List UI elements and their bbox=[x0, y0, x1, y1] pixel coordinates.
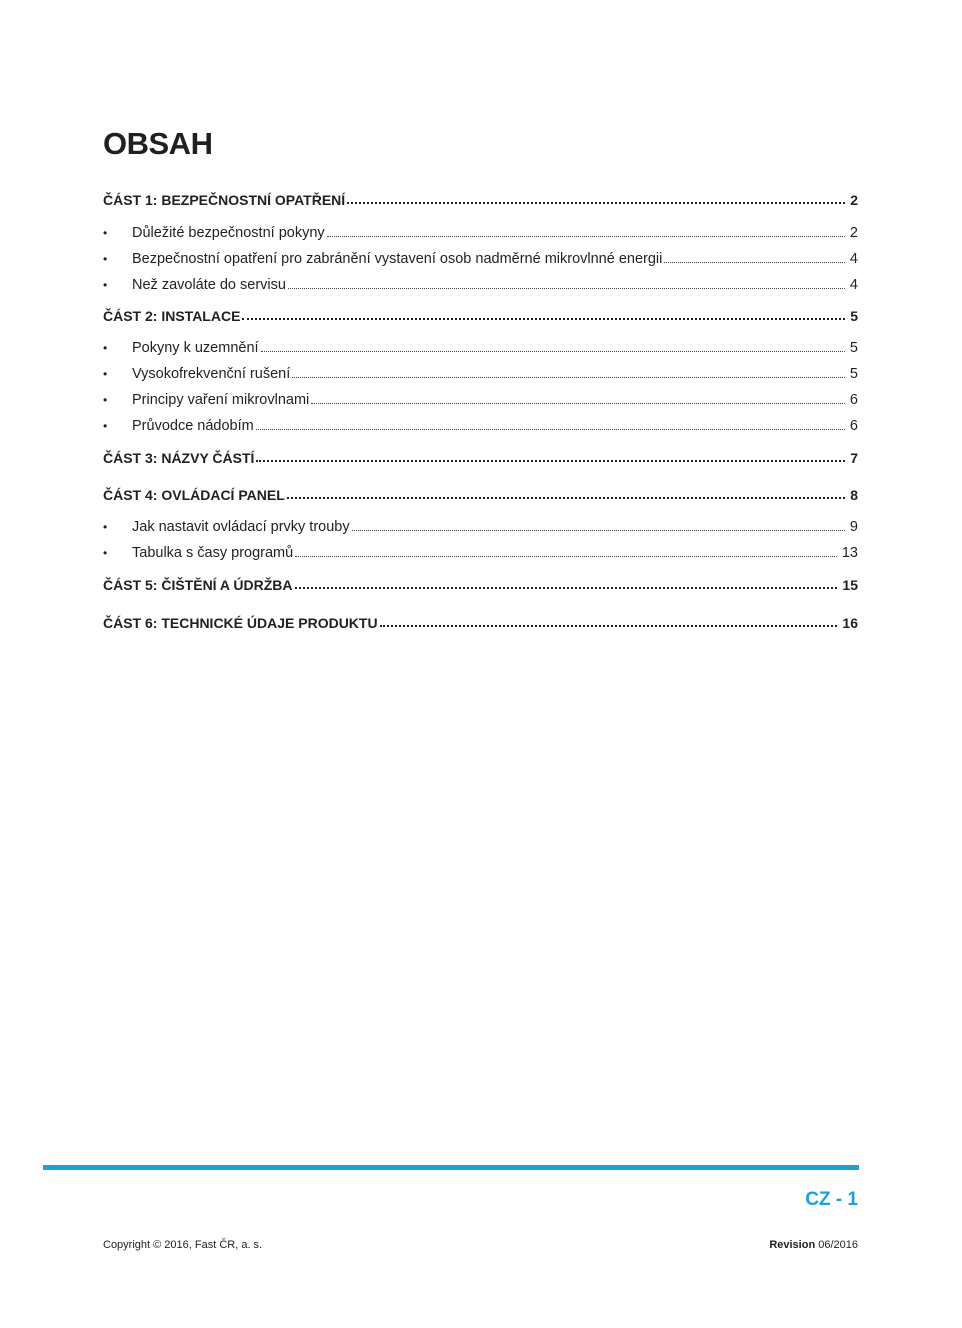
bullet-icon: • bbox=[103, 226, 108, 240]
toc-section-3[interactable] bbox=[103, 450, 858, 466]
toc-section-2[interactable] bbox=[103, 308, 858, 324]
toc-section-6[interactable] bbox=[103, 615, 858, 631]
dot-leader bbox=[295, 587, 838, 589]
toc-item[interactable] bbox=[103, 277, 858, 293]
revision-info bbox=[769, 1239, 858, 1251]
toc-page-number: 5 bbox=[850, 308, 858, 324]
toc-page-number: 9 bbox=[849, 519, 858, 535]
toc-page-number: 5 bbox=[849, 340, 858, 356]
bullet-icon: • bbox=[103, 393, 108, 407]
dot-leader bbox=[664, 262, 845, 263]
bullet-icon: • bbox=[103, 546, 108, 560]
toc-page-number: 15 bbox=[842, 577, 858, 593]
bullet-icon: • bbox=[103, 367, 108, 381]
toc-page-number: 7 bbox=[850, 450, 858, 466]
dot-leader bbox=[295, 556, 837, 557]
toc-section-label: ČÁST 6: TECHNICKÉ ÚDAJE PRODUKTU bbox=[103, 615, 378, 631]
page-title: OBSAH bbox=[103, 126, 213, 161]
toc-section-4[interactable] bbox=[103, 487, 858, 503]
toc-item[interactable] bbox=[103, 225, 858, 241]
page-number: CZ - 1 bbox=[805, 1189, 858, 1210]
dot-leader bbox=[352, 530, 845, 531]
toc-page-number: 8 bbox=[850, 487, 858, 503]
toc-item-label: Důležité bezpečnostní pokyny bbox=[132, 225, 325, 241]
toc-item-label: Tabulka s časy programů bbox=[132, 545, 294, 561]
toc-item-label: Principy vaření mikrovlnami bbox=[132, 392, 310, 408]
dot-leader bbox=[288, 288, 845, 289]
toc-page-number: 5 bbox=[849, 366, 858, 382]
dot-leader bbox=[287, 497, 845, 499]
toc-page-number: 6 bbox=[849, 392, 858, 408]
toc-section-5[interactable] bbox=[103, 577, 858, 593]
toc-item[interactable] bbox=[103, 392, 858, 408]
toc-section-label: ČÁST 2: INSTALACE bbox=[103, 308, 241, 324]
copyright-text: Copyright © 2016, Fast ČR, a. s. bbox=[103, 1239, 263, 1251]
toc-section-1[interactable] bbox=[103, 192, 858, 208]
footer-divider bbox=[43, 1165, 859, 1170]
toc-item[interactable] bbox=[103, 366, 858, 382]
bullet-icon: • bbox=[103, 341, 108, 355]
toc-item-label: Bezpečnostní opatření pro zabránění vystavení osob nadměrné mikrovlnné energii bbox=[132, 251, 663, 267]
toc-item-label: Vysokofrekvenční rušení bbox=[132, 366, 291, 382]
dot-leader bbox=[292, 377, 845, 378]
dot-leader bbox=[311, 403, 845, 404]
toc-page-number: 4 bbox=[849, 251, 858, 267]
toc-section-label: ČÁST 5: ČIŠTĚNÍ A ÚDRŽBA bbox=[103, 577, 293, 593]
bullet-icon: • bbox=[103, 252, 108, 266]
toc-page-number: 13 bbox=[841, 545, 858, 561]
toc-item[interactable] bbox=[103, 545, 858, 561]
toc-item[interactable] bbox=[103, 251, 858, 267]
dot-leader bbox=[256, 460, 845, 462]
toc-item-label: Jak nastavit ovládací prvky trouby bbox=[132, 519, 350, 535]
dot-leader bbox=[256, 429, 845, 430]
toc-item-label: Než zavoláte do servisu bbox=[132, 277, 286, 293]
revision-label: Revision bbox=[769, 1239, 816, 1251]
toc-page-number: 6 bbox=[849, 418, 858, 434]
dot-leader bbox=[327, 236, 845, 237]
toc-page-number: 2 bbox=[850, 192, 858, 208]
toc-section-label: ČÁST 4: OVLÁDACÍ PANEL bbox=[103, 487, 285, 503]
dot-leader bbox=[242, 318, 845, 320]
bullet-icon: • bbox=[103, 520, 108, 534]
toc-item[interactable] bbox=[103, 519, 858, 535]
bullet-icon: • bbox=[103, 278, 108, 292]
toc-item[interactable] bbox=[103, 418, 858, 434]
toc-page-number: 2 bbox=[849, 225, 858, 241]
bullet-icon: • bbox=[103, 419, 108, 433]
toc-page-number: 16 bbox=[842, 615, 858, 631]
dot-leader bbox=[261, 351, 845, 352]
toc-item[interactable] bbox=[103, 340, 858, 356]
toc-section-label: ČÁST 1: BEZPEČNOSTNÍ OPATŘENÍ bbox=[103, 192, 346, 208]
toc-section-label: ČÁST 3: NÁZVY ČÁSTÍ bbox=[103, 450, 255, 466]
dot-leader bbox=[347, 202, 845, 204]
dot-leader bbox=[380, 625, 838, 627]
revision-value: 06/2016 bbox=[818, 1239, 858, 1251]
toc-item-label: Průvodce nádobím bbox=[132, 418, 254, 434]
toc-item-label: Pokyny k uzemnění bbox=[132, 340, 259, 356]
toc-page-number: 4 bbox=[849, 277, 858, 293]
